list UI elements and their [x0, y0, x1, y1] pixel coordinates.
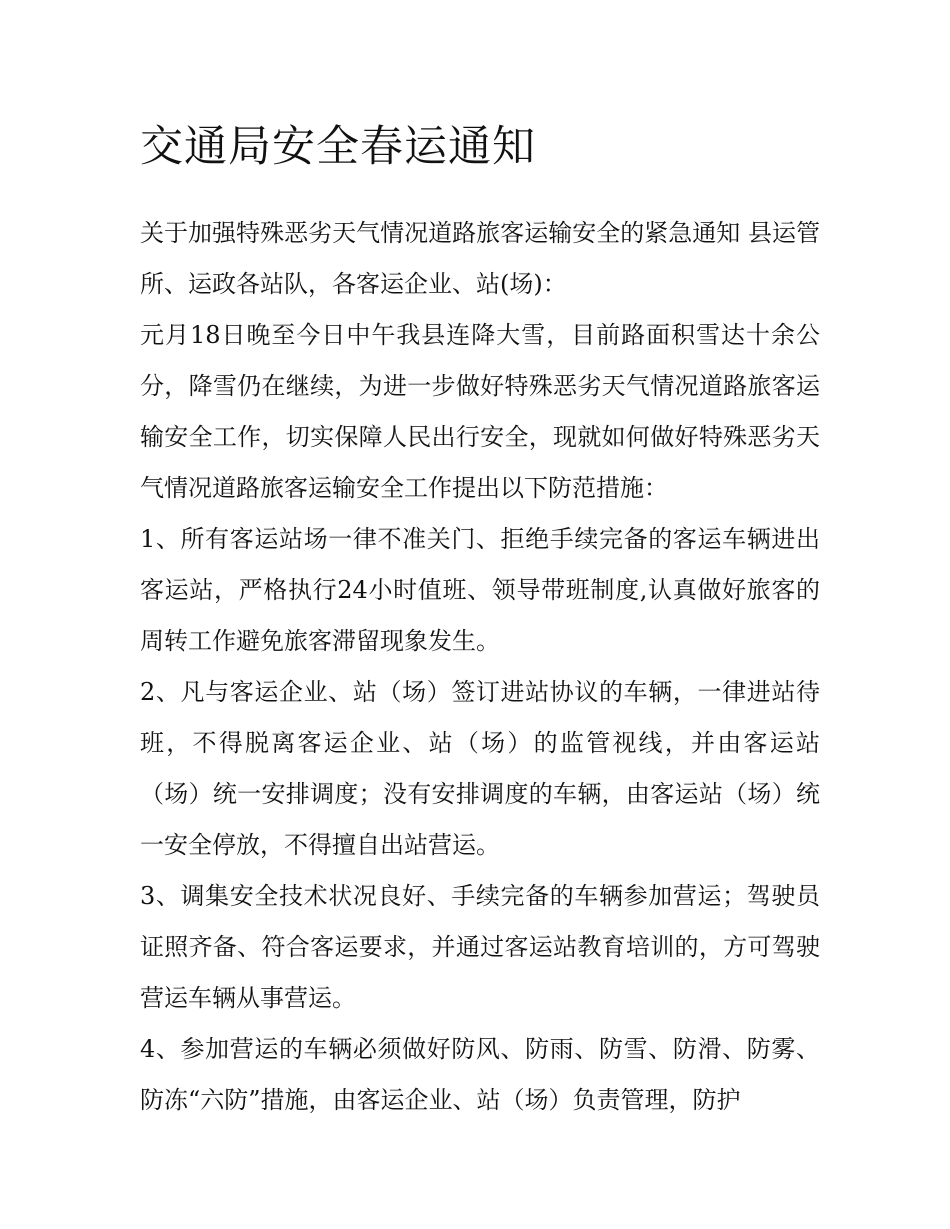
document-title: 交通局安全春运通知 [140, 122, 536, 172]
paragraph-measure-1: 1、所有客运站场一律不准关门、拒绝手续完备的客运车辆进出客运站，严格执行24小时值班、领导带班制度,认真做好旅客的周转工作避免旅客滞留现象发生。 [140, 525, 820, 655]
paragraph-intro: 关于加强特殊恶劣天气情况道路旅客运输安全的紧急通知 县运管所、运政各站队，各客运企业、站(场)： [140, 219, 820, 298]
paragraph-background: 元月18日晚至今日中午我县连降大雪，目前路面积雪达十余公分，降雪仍在继续，为进一步做好特殊恶劣天气情况道路旅客运输安全工作，切实保障人民出行安全，现就如何做好特殊恶劣天气情况道路旅客运输安全工作提出以下防范措施： [140, 321, 820, 502]
paragraph-measure-2: 2、凡与客运企业、站（场）签订进站协议的车辆，一律进站待班，不得脱离客运企业、站（场）的监管视线，并由客运站（场）统一安排调度；没有安排调度的车辆，由客运站（场）统一安全停放，不得擅自出站营运。 [140, 678, 820, 859]
document-page [140, 112, 820, 1126]
paragraph-measure-3: 3、调集安全技术状况良好、手续完备的车辆参加营运；驾驶员证照齐备、符合客运要求，并通过客运站教育培训的，方可驾驶营运车辆从事营运。 [140, 882, 820, 1012]
paragraph-measure-4: 4、参加营运的车辆必须做好防风、防雨、防雪、防滑、防雾、防冻“六防”措施，由客运企业、站（场）负责管理，防护 [140, 1035, 820, 1114]
